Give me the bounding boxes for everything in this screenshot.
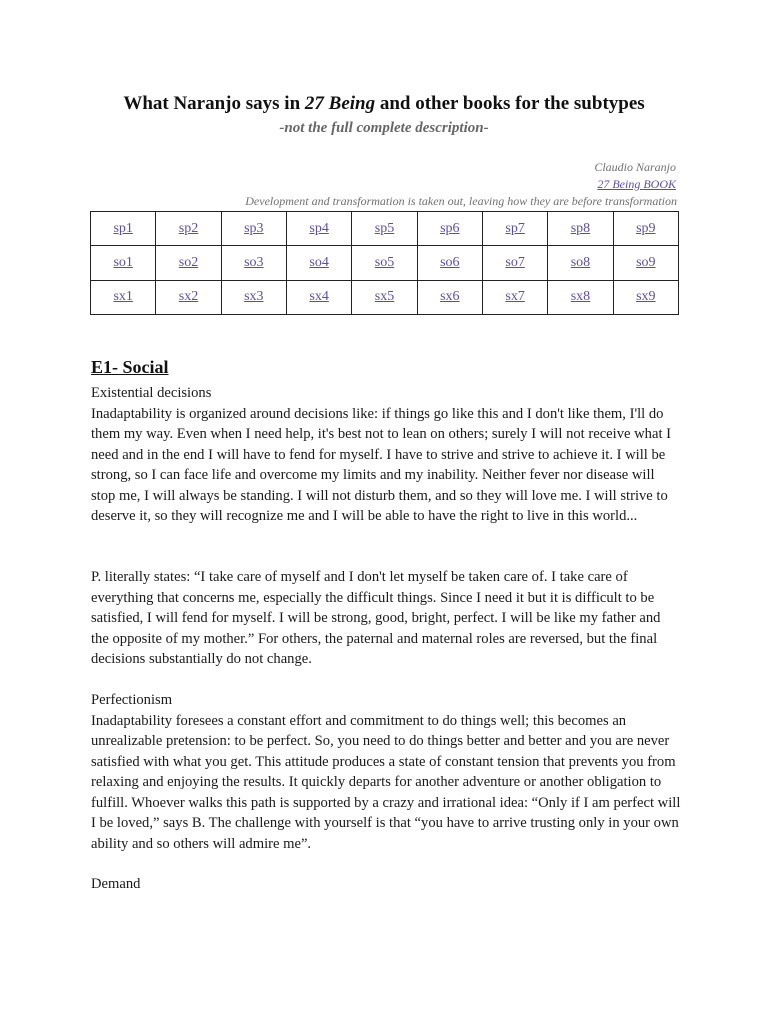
subtype-link-sx5[interactable]: sx5 bbox=[374, 289, 395, 305]
subtype-cell bbox=[156, 212, 221, 246]
subtype-row bbox=[91, 280, 679, 314]
subtype-cell bbox=[91, 246, 156, 280]
demand-title: Demand bbox=[91, 876, 141, 892]
existential-decisions-text: Inadaptability is organized around decisions like: if things go like this and I don't like them, I'll do them my way. Even when I need help, it's best not to lean on others; surely I will not receive what I need and in the end I will have to fend for myself. I have to strive and strive to achieve it. I will be strong, so I can face life and overcome my limits and my inability. Neither fever nor disease will stop me, I will always be standing. I will not disturb them, and so they will love me. I will strive to deserve it, so they will recognize me and I will be able to have the right to live in this world... bbox=[91, 405, 672, 524]
subtype-link-sp4[interactable]: sp4 bbox=[309, 220, 329, 236]
subtype-cell bbox=[548, 280, 613, 314]
subtype-cell bbox=[417, 212, 482, 246]
subtype-link-sp9[interactable]: sp9 bbox=[636, 220, 656, 236]
page-subtitle: -not the full complete description- bbox=[279, 120, 489, 136]
subtype-cell bbox=[482, 246, 547, 280]
section-heading: E1- Social bbox=[91, 357, 169, 377]
subtype-link-sp5[interactable]: sp5 bbox=[374, 220, 395, 236]
book-link-line bbox=[597, 177, 676, 192]
subtype-link-sp1[interactable]: sp1 bbox=[113, 220, 133, 236]
subtype-link-sp6[interactable]: sp6 bbox=[440, 220, 460, 236]
subtype-link-so7[interactable]: so7 bbox=[505, 254, 525, 270]
title-prefix: What Naranjo says in bbox=[123, 93, 305, 114]
perfectionism-text: Inadaptability foresees a constant effort and commitment to do things well; this becomes an unrealizable pretension: to be perfect. So, you need to do things better and better and you are never satisfied with what you get. This attitude produces a state of constant tension that prevents you from relaxing and enjoying the results. It quickly departs for another adventure or another obligation to fulfill. Whoever walks this path is supported by a crazy and irrational idea: “Only if I am perfect will I be loved,” says B. The challenge with yourself is that “you have to arrive trusting only in your own ability and so others will admire me”. bbox=[91, 712, 681, 852]
page-title bbox=[0, 93, 768, 115]
subtype-cell bbox=[286, 212, 351, 246]
subtype-cell bbox=[221, 212, 286, 246]
subtype-link-sp2[interactable]: sp2 bbox=[178, 220, 199, 236]
subtype-cell bbox=[221, 280, 286, 314]
author-name: Claudio Naranjo bbox=[594, 160, 676, 174]
subtype-link-sp3[interactable]: sp3 bbox=[244, 220, 264, 236]
book-link[interactable]: 27 Being BOOK bbox=[597, 177, 676, 191]
subtype-cell bbox=[91, 280, 156, 314]
subtype-link-so6[interactable]: so6 bbox=[440, 254, 460, 270]
subtype-cell bbox=[417, 280, 482, 314]
subtype-link-sx4[interactable]: sx4 bbox=[309, 289, 329, 305]
subtype-link-so8[interactable]: so8 bbox=[570, 254, 591, 270]
transformation-note: Development and transformation is taken out, leaving how they are before transformation bbox=[245, 194, 677, 208]
quote-text: P. literally states: “I take care of myself and I don't let myself be taken care of. I take care of everything that concerns me, especially the difficult things. Since I need it but it is difficult to be satisfied, I will fend for myself. I will be strong, good, bright, perfect. I will be like my father and the opposite of my mother.” For others, the paternal and maternal roles are reversed, but the final decisions substantially do not change. bbox=[91, 569, 661, 667]
subtype-link-so5[interactable]: so5 bbox=[374, 254, 395, 270]
subtype-link-so9[interactable]: so9 bbox=[636, 254, 656, 270]
subtype-row bbox=[91, 246, 679, 280]
subtype-link-so3[interactable]: so3 bbox=[244, 254, 264, 270]
subtype-link-sx7[interactable]: sx7 bbox=[505, 289, 525, 305]
perfectionism-title: Perfectionism bbox=[91, 692, 173, 708]
subtype-link-sp8[interactable]: sp8 bbox=[570, 220, 591, 236]
subtype-cell bbox=[613, 280, 678, 314]
subtype-cell bbox=[91, 212, 156, 246]
subtype-link-so2[interactable]: so2 bbox=[178, 254, 199, 270]
existential-decisions-title: Existential decisions bbox=[91, 385, 212, 401]
subtype-link-sp7[interactable]: sp7 bbox=[505, 220, 525, 236]
quote-block bbox=[91, 567, 681, 670]
existential-decisions-block bbox=[91, 383, 681, 527]
subtype-cell bbox=[548, 246, 613, 280]
subtype-cell bbox=[221, 246, 286, 280]
subtype-cell bbox=[352, 246, 417, 280]
subtype-cell bbox=[286, 246, 351, 280]
subtype-link-sx9[interactable]: sx9 bbox=[636, 289, 656, 305]
subtype-cell bbox=[417, 246, 482, 280]
title-book-name: 27 Being bbox=[304, 93, 376, 114]
subtype-cell bbox=[156, 246, 221, 280]
subtype-cell bbox=[352, 212, 417, 246]
subtype-cell bbox=[352, 280, 417, 314]
subtype-link-sx2[interactable]: sx2 bbox=[178, 289, 199, 305]
subtype-cell bbox=[286, 280, 351, 314]
subtype-link-sx3[interactable]: sx3 bbox=[244, 289, 264, 305]
subtype-link-sx1[interactable]: sx1 bbox=[113, 289, 133, 305]
title-suffix: and other books for the subtypes bbox=[375, 93, 645, 114]
subtype-cell bbox=[156, 280, 221, 314]
demand-block bbox=[91, 874, 681, 895]
subtype-cell bbox=[482, 212, 547, 246]
subtype-cell bbox=[613, 246, 678, 280]
subtype-cell bbox=[548, 212, 613, 246]
subtype-link-so1[interactable]: so1 bbox=[113, 254, 133, 270]
subtype-cell bbox=[482, 280, 547, 314]
subtype-link-table bbox=[90, 211, 679, 315]
subtype-link-so4[interactable]: so4 bbox=[309, 254, 329, 270]
subtype-row bbox=[91, 212, 679, 246]
perfectionism-block bbox=[91, 690, 681, 854]
subtype-link-sx6[interactable]: sx6 bbox=[440, 289, 460, 305]
subtype-link-sx8[interactable]: sx8 bbox=[570, 289, 591, 305]
subtype-cell bbox=[613, 212, 678, 246]
